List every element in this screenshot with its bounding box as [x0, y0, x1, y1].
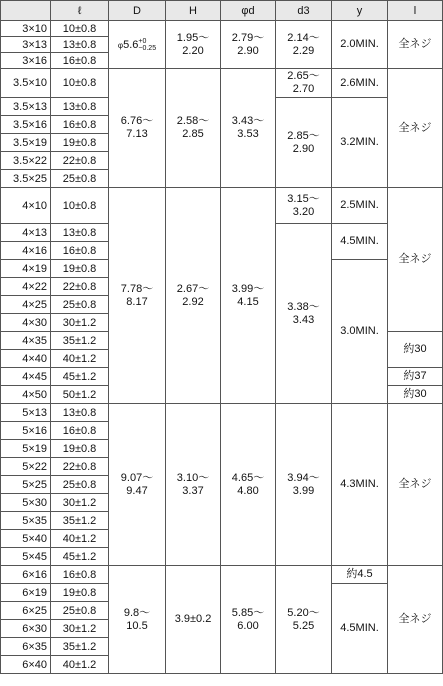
- length-cell: 16±0.8: [51, 422, 109, 440]
- length-cell: 19±0.8: [51, 584, 109, 602]
- H-cell-6: 3.9±0.2: [166, 566, 221, 674]
- y-cell-3-5-rest: 3.2MIN.: [332, 98, 388, 188]
- d3-cell-4-rest: 3.38〜 3.43: [276, 224, 332, 404]
- size-cell: 3.5×13: [1, 98, 51, 116]
- size-cell: 5×19: [1, 440, 51, 458]
- phid-cell-5: 4.65〜 4.80: [221, 404, 276, 566]
- length-cell: 13±0.8: [51, 98, 109, 116]
- l-cell-4-50: 約30: [388, 386, 443, 404]
- size-cell: 5×30: [1, 494, 51, 512]
- l-cell-4-45: 約37: [388, 368, 443, 386]
- l-cell-4-35: 約30: [388, 332, 443, 368]
- length-cell: 19±0.8: [51, 134, 109, 152]
- H-cell-3-5: 2.58〜 2.85: [166, 69, 221, 188]
- H-cell-4: 2.67〜 2.92: [166, 188, 221, 404]
- length-cell: 25±0.8: [51, 476, 109, 494]
- y-cell-3-5-first: 2.6MIN.: [332, 69, 388, 98]
- size-cell: 4×13: [1, 224, 51, 242]
- size-cell: 4×22: [1, 278, 51, 296]
- size-cell: 5×16: [1, 422, 51, 440]
- length-cell: 19±0.8: [51, 260, 109, 278]
- size-cell: 5×25: [1, 476, 51, 494]
- H-cell-3: 1.95〜 2.20: [166, 21, 221, 69]
- size-cell: 4×35: [1, 332, 51, 350]
- length-cell: 25±0.8: [51, 296, 109, 314]
- header-d3: d3: [276, 1, 332, 21]
- y-cell-6-first: 約4.5: [332, 566, 388, 584]
- header-row: [1, 1, 443, 21]
- size-cell: 3.5×22: [1, 152, 51, 170]
- y-cell-6-rest: 4.5MIN.: [332, 584, 388, 674]
- table-row: [1, 69, 443, 98]
- header-phid: φd: [221, 1, 276, 21]
- y-cell-4-second: 4.5MIN.: [332, 224, 388, 260]
- size-cell: 5×45: [1, 548, 51, 566]
- y-cell-4-rest: 3.0MIN.: [332, 260, 388, 404]
- size-cell: 6×35: [1, 638, 51, 656]
- header-D: D: [109, 1, 166, 21]
- d3-cell-4-first: 3.15〜 3.20: [276, 188, 332, 224]
- size-cell: 3×16: [1, 53, 51, 69]
- phid-cell-6: 5.85〜 6.00: [221, 566, 276, 674]
- length-cell: 30±1.2: [51, 494, 109, 512]
- length-cell: 13±0.8: [51, 404, 109, 422]
- header-size: [1, 1, 51, 21]
- length-cell: 10±0.8: [51, 21, 109, 37]
- length-cell: 40±1.2: [51, 656, 109, 674]
- length-cell: 30±1.2: [51, 620, 109, 638]
- phid-cell-4: 3.99〜 4.15: [221, 188, 276, 404]
- D-cell-3-5: 6.76〜 7.13: [109, 69, 166, 188]
- table-row: [1, 404, 443, 422]
- length-cell: 16±0.8: [51, 116, 109, 134]
- size-cell: 4×40: [1, 350, 51, 368]
- size-cell: 5×22: [1, 458, 51, 476]
- length-cell: 22±0.8: [51, 458, 109, 476]
- size-cell: 6×25: [1, 602, 51, 620]
- l-cell-3-5: 全ネジ: [388, 69, 443, 188]
- length-cell: 16±0.8: [51, 566, 109, 584]
- D-cell-5: 9.07〜 9.47: [109, 404, 166, 566]
- length-cell: 22±0.8: [51, 152, 109, 170]
- l-cell-6: 全ネジ: [388, 566, 443, 674]
- length-cell: 40±1.2: [51, 350, 109, 368]
- D-cell-4: 7.78〜 8.17: [109, 188, 166, 404]
- length-cell: 10±0.8: [51, 69, 109, 98]
- size-cell: 4×50: [1, 386, 51, 404]
- size-cell: 5×35: [1, 512, 51, 530]
- size-cell: 4×19: [1, 260, 51, 278]
- length-cell: 22±0.8: [51, 278, 109, 296]
- phid-cell-3-5: 3.43〜 3.53: [221, 69, 276, 188]
- header-l: l: [388, 1, 443, 21]
- length-cell: 35±1.2: [51, 512, 109, 530]
- length-cell: 35±1.2: [51, 638, 109, 656]
- size-cell: 3.5×16: [1, 116, 51, 134]
- d3-cell-3-5-first: 2.65〜 2.70: [276, 69, 332, 98]
- length-cell: 40±1.2: [51, 530, 109, 548]
- length-cell: 13±0.8: [51, 224, 109, 242]
- D-cell-3: φ5.6+0 −0.25: [109, 21, 166, 69]
- size-cell: 5×13: [1, 404, 51, 422]
- size-cell: 3.5×19: [1, 134, 51, 152]
- length-cell: 19±0.8: [51, 440, 109, 458]
- size-cell: 3×13: [1, 37, 51, 53]
- table-row: [1, 566, 443, 584]
- size-cell: 4×25: [1, 296, 51, 314]
- size-cell: 3.5×25: [1, 170, 51, 188]
- size-cell: 4×16: [1, 242, 51, 260]
- length-cell: 16±0.8: [51, 242, 109, 260]
- length-cell: 10±0.8: [51, 188, 109, 224]
- d3-cell-6: 5.20〜 5.25: [276, 566, 332, 674]
- length-cell: 13±0.8: [51, 37, 109, 53]
- size-cell: 6×30: [1, 620, 51, 638]
- length-cell: 45±1.2: [51, 368, 109, 386]
- l-cell-3: 全ネジ: [388, 21, 443, 69]
- header-length: ℓ: [51, 1, 109, 21]
- l-cell-5: 全ネジ: [388, 404, 443, 566]
- size-cell: 4×10: [1, 188, 51, 224]
- table-row: [1, 21, 443, 37]
- size-cell: 6×19: [1, 584, 51, 602]
- size-cell: 4×45: [1, 368, 51, 386]
- D-cell-6: 9.8〜 10.5: [109, 566, 166, 674]
- length-cell: 50±1.2: [51, 386, 109, 404]
- l-cell-4-full: 全ネジ: [388, 188, 443, 332]
- length-cell: 35±1.2: [51, 332, 109, 350]
- length-cell: 45±1.2: [51, 548, 109, 566]
- length-cell: 25±0.8: [51, 602, 109, 620]
- size-cell: 6×16: [1, 566, 51, 584]
- y-cell-3: 2.0MIN.: [332, 21, 388, 69]
- size-cell: 3×10: [1, 21, 51, 37]
- header-H: H: [166, 1, 221, 21]
- d3-cell-5: 3.94〜 3.99: [276, 404, 332, 566]
- size-cell: 6×40: [1, 656, 51, 674]
- d3-cell-3: 2.14〜 2.29: [276, 21, 332, 69]
- table-row: [1, 188, 443, 224]
- header-y: y: [332, 1, 388, 21]
- y-cell-4-first: 2.5MIN.: [332, 188, 388, 224]
- length-cell: 16±0.8: [51, 53, 109, 69]
- size-cell: 3.5×10: [1, 69, 51, 98]
- H-cell-5: 3.10〜 3.37: [166, 404, 221, 566]
- y-cell-5: 4.3MIN.: [332, 404, 388, 566]
- length-cell: 30±1.2: [51, 314, 109, 332]
- size-cell: 5×40: [1, 530, 51, 548]
- length-cell: 25±0.8: [51, 170, 109, 188]
- d3-cell-3-5-rest: 2.85〜 2.90: [276, 98, 332, 188]
- size-cell: 4×30: [1, 314, 51, 332]
- phid-cell-3: 2.79〜 2.90: [221, 21, 276, 69]
